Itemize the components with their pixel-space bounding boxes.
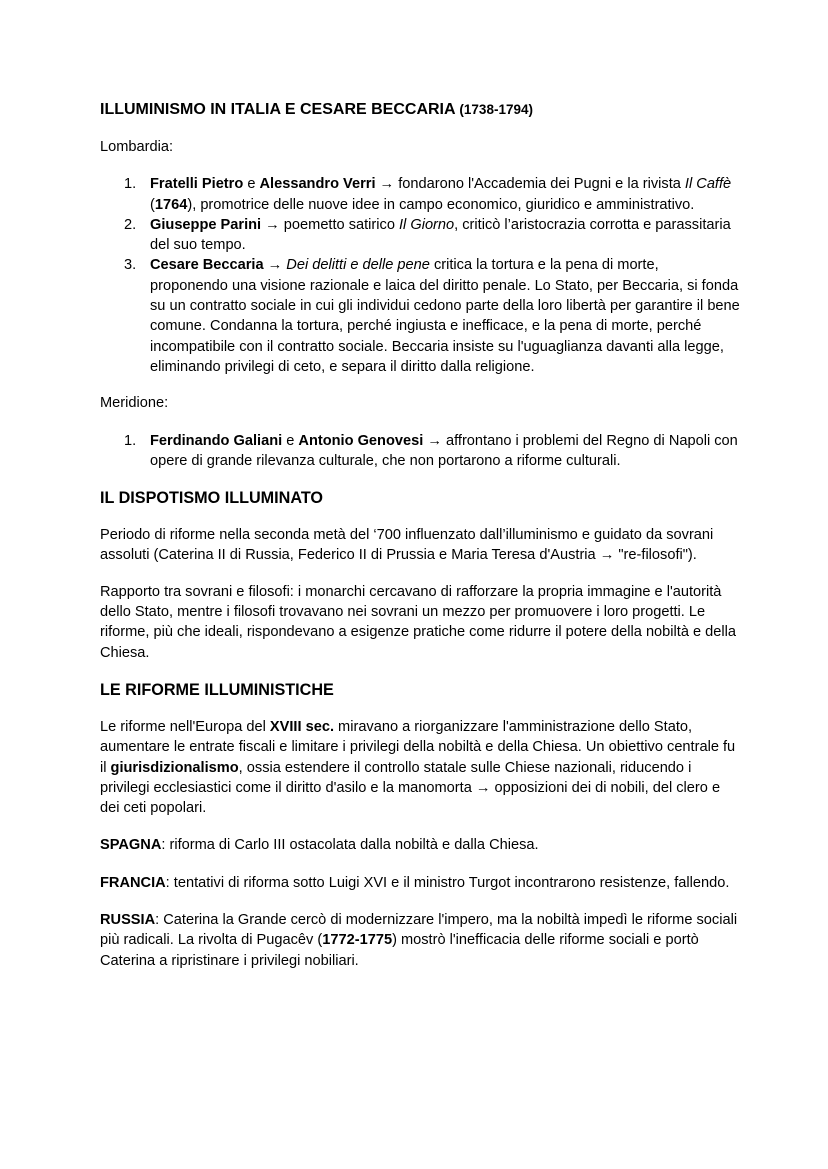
years-range: (1738-1794)	[459, 102, 533, 117]
russia-paragraph: RUSSIA: Caterina la Grande cercò di modernizzare l'impero, ma la nobiltà impedì le riforme sociali più radicali. La rivolta di Pugacêv (1772-1775) mostrò l'inefficacia delle riforme sociali e portò Caterina a ripristinare i privilegi nobiliari.	[100, 912, 738, 969]
section-title-dispotismo: IL DISPOTISMO ILLUMINATO	[100, 489, 324, 508]
list-item-galiani-genovesi: 1. Ferdinando Galiani e Antonio Genovesi → affrontano i problemi del Regno di Napoli con opere di grande rilevanza culturale, che non portarono a riforme culturali.	[124, 432, 738, 469]
list-item-verri: 1. Fratelli Pietro e Alessandro Verri → fondarono l'Accademia dei Pugni e la rivista Il Caffè (1764), promotrice delle nuove idee in campo economico, giuridico e amministrativo.	[124, 176, 732, 213]
list-item-beccaria: 3. Cesare Beccaria → Dei delitti e delle pene critica la tortura e la pena di morte, proponendo una visione razionale e laica del diritto penale. Lo Stato, per Beccaria, si fonda su un contratto sociale in cui gli individui cedono parte della loro libertà per garantire il bene comune. Condanna la tortura, perché ingiusta e inefficace, e la pena di morte, perché incompatibile con il contratto sociale. Beccaria insiste su l'uguaglianza davanti alla legge, eliminando privilegi di ceto, e separa il diritto dalla religione.	[124, 257, 740, 375]
lombardia-label: Lombardia:	[100, 139, 174, 155]
riforme-paragraph: Le riforme nell'Europa del XVIII sec. miravano a riorganizzare l'amministrazione dello Stato, aumentare le entrate fiscali e limitare i privilegi della nobiltà e della Chiesa. Un obiettivo centrale fu il giurisdizionalismo, ossia estendere il controllo statale sulle Chiese nazionali, riducendo i privilegi ecclesiastici come il diritto d'asilo e la manomorta → opposizioni dei di nobili, del clero e dei ceti popolari.	[100, 718, 736, 817]
meridione-label: Meridione:	[100, 395, 169, 412]
dispotismo-paragraph-2: Rapporto tra sovrani e filosofi: i monarchi cercavano di rafforzare la propria immagine e l'autorità dello Stato, mentre i filosofi trovavano nei sovrani un mezzo per promuovere i loro progetti. Le riforme, più che ideali, rispondevano a esigenze pratiche come ridurre il potere della nobiltà e della Chiesa.	[100, 583, 737, 661]
meridione-list	[100, 431, 740, 472]
dispotismo-paragraph-1: Periodo di riforme nella seconda metà del ‘700 influenzato dall’illuminismo e guidato da sovrani assoluti (Caterina II di Russia, Federico II di Prussia e Maria Teresa d'Austria → "re-filosofi").	[100, 527, 714, 564]
list-item-parini: 2. Giuseppe Parini → poemetto satirico Il Giorno, criticò l’aristocrazia corrotta e parassitaria del suo tempo.	[124, 216, 731, 254]
document-content	[100, 99, 740, 971]
spagna-paragraph: SPAGNA: riforma di Carlo III ostacolata dalla nobiltà e dalla Chiesa.	[100, 837, 539, 854]
francia-paragraph: FRANCIA: tentativi di riforma sotto Luigi XVI e il ministro Turgot incontrarono resistenze, fallendo.	[100, 874, 730, 891]
section-title-riforme: LE RIFORME ILLUMINISTICHE	[100, 680, 334, 699]
section-title-illuminismo: ILLUMINISMO IN ITALIA E CESARE BECCARIA (1738-1794)	[100, 101, 533, 118]
lombardia-list	[100, 174, 740, 377]
